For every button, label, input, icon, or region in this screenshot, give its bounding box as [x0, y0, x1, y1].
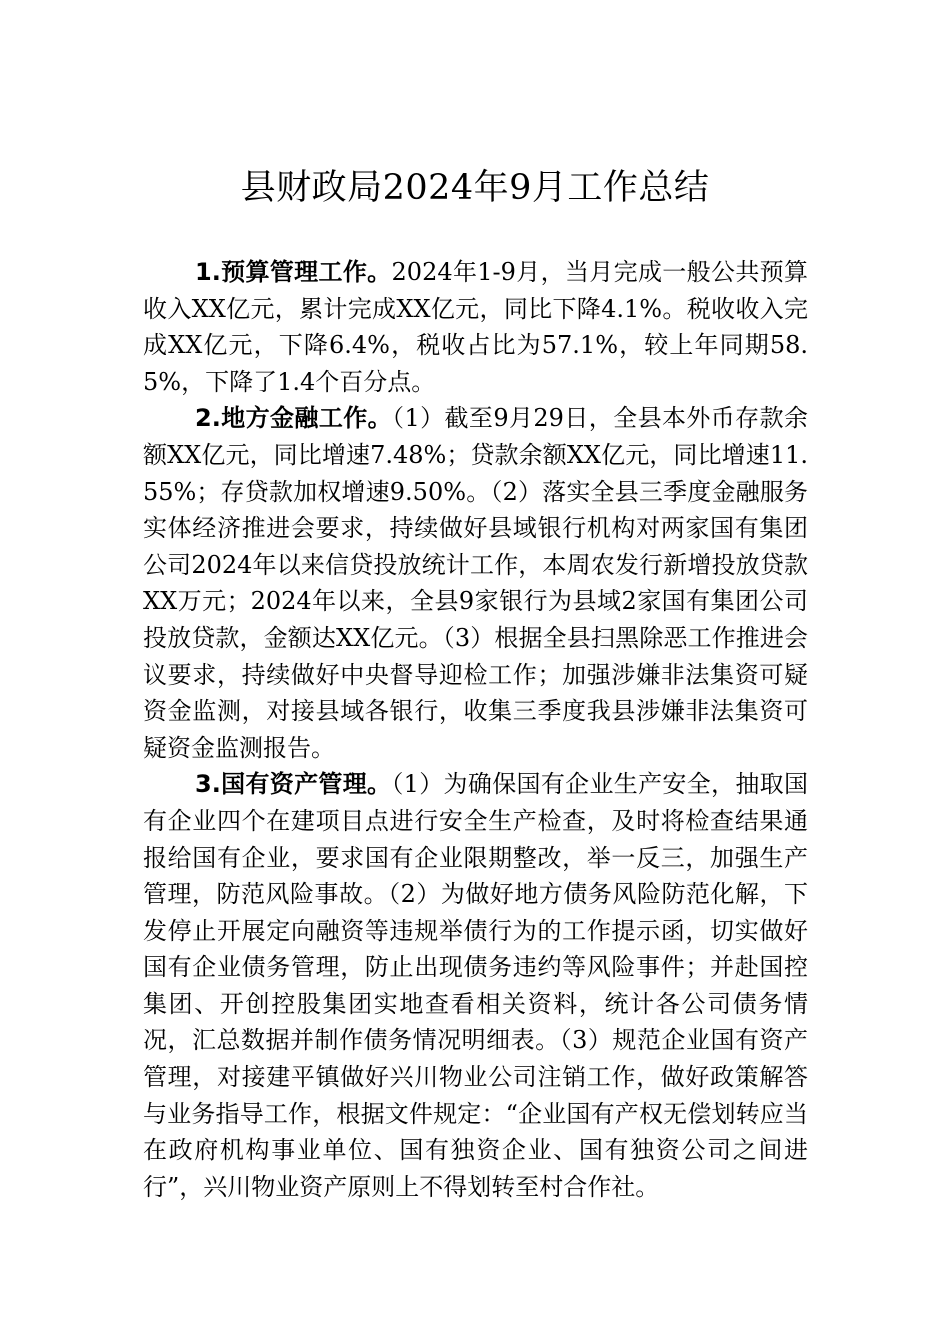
section-heading: 3.国有资产管理。	[195, 770, 392, 799]
page-title: 县财政局2024年9月工作总结	[240, 168, 710, 208]
section-text: （1）截至9月29日，全县本外币存款余额XX亿元，同比增速7.48%；贷款余额XX亿元，同比增速11.55%；存贷款加权增速9.50%。（2）落实全县三季度金融服务实体经济推进会要求，持续做好县域银行机构对两家国有集团公司2024年以来信贷投放统计工作，本周农发行新增投放贷款XX万元；2024年以来，全县9家银行为县域2家国有集团公司投放贷款，金额达XX亿元。（3）根据全县扫黑除恶工作推进会议要求，持续做好中央督导迎检工作；加强涉嫌非法集资可疑资金监测，对接县域各银行，收集三季度我县涉嫌非法集资可疑资金监测报告。	[143, 404, 808, 762]
section-text: 2024年1-9月，当月完成一般公共预算收入XX亿元，累计完成XX亿元，同比下降4.1%。税收收入完成XX亿元，下降6.4%，税收占比为57.1%，较上年同期58.5%，下降了1.4个百分点。	[143, 258, 808, 396]
section-text: （1）为确保国有企业生产安全，抽取国有企业四个在建项目点进行安全生产检查，及时将检查结果通报给国有企业，要求国有企业限期整改，举一反三，加强生产管理，防范风险事故。（2）为做好地方债务风险防范化解，下发停止开展定向融资等违规举债行为的工作提示函，切实做好国有企业债务管理，防止出现债务违约等风险事件；并赴国控集团、开创控股集团实地查看相关资料，统计各公司债务情况，汇总数据并制作债务情况明细表。（3）规范企业国有资产管理，对接建平镇做好兴川物业公司注销工作，做好政策解答与业务指导工作，根据文件规定：“企业国有产权无偿划转应当在政府机构事业单位、国有独资企业、国有独资公司之间进行”，兴川物业资产原则上不得划转至村合作社。	[143, 770, 808, 1201]
section-local-finance	[143, 400, 808, 766]
section-heading: 1.预算管理工作。	[195, 258, 392, 286]
section-heading: 2.地方金融工作。	[195, 404, 393, 433]
document-body	[143, 254, 808, 1205]
section-budget-management	[143, 254, 808, 400]
section-state-assets	[143, 766, 808, 1205]
